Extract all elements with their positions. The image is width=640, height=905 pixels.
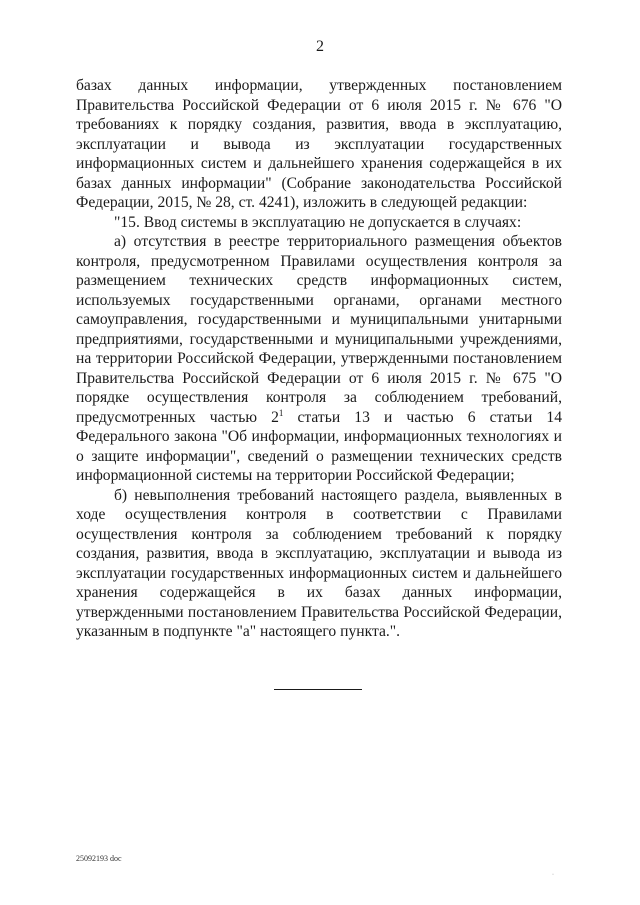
document-body <box>76 76 562 642</box>
paragraph-point-15: "15. Ввод системы в эксплуатацию не допускается в случаях: <box>114 213 522 231</box>
corner-mark: · <box>552 872 554 878</box>
end-divider-line <box>274 689 362 690</box>
superscript-1: 1 <box>278 407 284 418</box>
item-a-text-part1: а) отсутствия в реестре территориального размещения объектов контроля, предусмотренном Правилами осуществления контроля за размещением технических средств информационных систем, используемых государственными органами, органами местного самоуправления, государственными и муниципальными унитарными предприятиями, государственными и муниципальными учреждениями, на территории Российской Федерации, утвержденными постановлением Правительства Российской Федерации от 6 июля 2015 г. № 675 "О порядке осуществления контроля за соблюдением требований, предусмотренных частью 2 <box>76 233 562 426</box>
paragraph-item-b: б) невыполнения требований настоящего раздела, выявленных в ходе осуществления контроля в соответствии с Правилами осуществления контроля за соблюдением требований к порядку создания, развития, ввода в эксплуатацию, эксплуатации и вывода из эксплуатации государственных информационных систем и дальнейшего хранения содержащейся в их базах данных информации, утвержденными постановлением Правительства Российской Федерации, указанным в подпункте "а" настоящего пункта.". <box>76 486 562 640</box>
paragraph-item-a <box>76 232 562 486</box>
item-a-text-part2: статьи 13 и частью 6 статьи 14 Федерального закона "Об информации, информационных технологиях и о защите информации", сведений о размещении технических средств информационной системы на территории Российской Федерации; <box>76 408 563 484</box>
document-id: 25092193 doc <box>76 854 122 863</box>
page-number: 2 <box>316 38 324 55</box>
paragraph-intro: базах данных информации, утвержденных постановлением Правительства Российской Федерации от 6 июля 2015 г. № 676 "О требованиях к порядку создания, развития, ввода в эксплуатацию, эксплуатации и вывода из эксплуатации государственных информационных систем и дальнейшего хранения содержащейся в их базах данных информации" (Собрание законодательства Российской Федерации, 2015, № 28, ст. 4241), изложить в следующей редакции: <box>76 77 562 211</box>
